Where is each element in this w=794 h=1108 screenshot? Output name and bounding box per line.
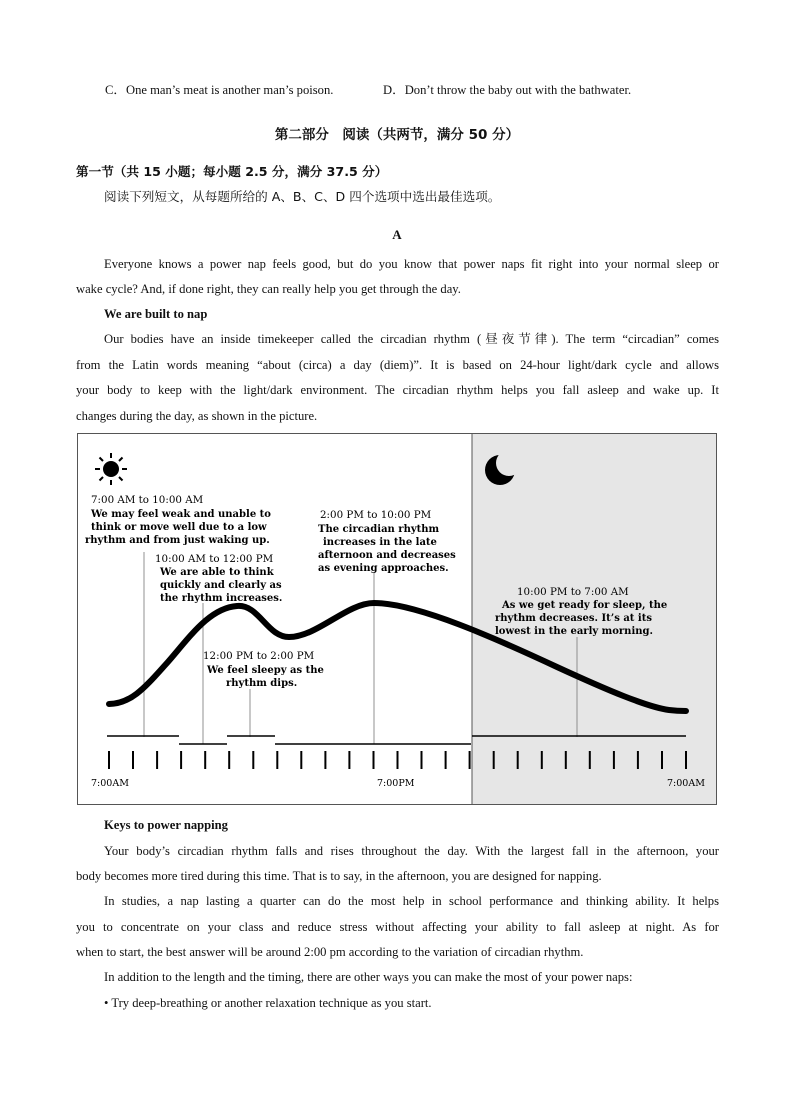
section1-title: 第一节（共 15 小题；每小题 2.5 分，满分 37.5 分） xyxy=(76,164,388,179)
instructions: 阅读下列短文，从每题所给的 A、B、C、D 四个选项中选出最佳选项。 xyxy=(104,189,501,204)
annotation-afternoon-evening xyxy=(318,509,456,574)
para1-line-4: changes during the day, as shown in the picture. xyxy=(76,409,318,423)
annotation-text: We may feel weak and unable to xyxy=(91,509,271,520)
axis-label-start: 7:00AM xyxy=(91,778,129,789)
heading-built-to-nap: We are built to nap xyxy=(104,307,208,321)
intro-line-2: wake cycle? And, if done right, they can really help you get through the day. xyxy=(76,282,461,296)
para4: In addition to the length and the timing, there are other ways you can make the most of your power naps: xyxy=(104,970,633,984)
para1-line-1: Our bodies have an inside timekeeper called the circadian rhythm (昼夜节律). The term “circadian” comes xyxy=(104,332,719,346)
para1-line-3: your body to keep with the light/dark environment. The circadian rhythm helps you fall asleep and wake up. It xyxy=(76,383,719,397)
annotation-text: We are able to think xyxy=(160,567,274,578)
heading-keys-to-napping: Keys to power napping xyxy=(104,818,228,832)
annotation-text: The circadian rhythm xyxy=(318,524,440,535)
annotation-text: rhythm decreases. It’s at its xyxy=(495,613,652,624)
para2-line-1: Your body’s circadian rhythm falls and rises throughout the day. With the largest fall in the afternoon, your xyxy=(104,844,719,858)
passage-letter: A xyxy=(392,227,402,242)
annotation-early-afternoon xyxy=(203,650,324,689)
option-d: D．Don’t throw the baby out with the bathwater. xyxy=(383,83,632,97)
annotation-text: We feel sleepy as the xyxy=(207,665,324,676)
annotation-time: 12:00 PM to 2:00 PM xyxy=(203,650,315,662)
para3-line-1: In studies, a nap lasting a quarter can do the most help in school performance and thinking ability. It helps xyxy=(104,894,719,908)
annotation-time: 10:00 AM to 12:00 PM xyxy=(155,553,274,565)
para3-line-3: when to start, the best answer will be around 2:00 pm according to the variation of circadian rhythm. xyxy=(76,945,584,959)
annotation-text: the rhythm increases. xyxy=(160,593,283,604)
annotation-text: rhythm and from just waking up. xyxy=(85,535,270,546)
annotation-text: rhythm dips. xyxy=(226,678,298,689)
annotation-time: 2:00 PM to 10:00 PM xyxy=(320,509,432,521)
circadian-rhythm-figure xyxy=(77,433,717,805)
para2-line-2: body becomes more tired during this time. That is to say, in the afternoon, you are designed for napping. xyxy=(76,869,602,883)
annotation-text: quickly and clearly as xyxy=(160,580,282,591)
para3-line-2: you to concentrate on your class and reduce stress without affecting your ability to fall asleep at night. As for xyxy=(76,920,719,934)
annotation-text: increases in the late xyxy=(323,537,437,548)
option-c: C．One man’s meat is another man’s poison. xyxy=(105,83,334,97)
annotation-text: afternoon and decreases xyxy=(318,550,456,561)
annotation-text: lowest in the early morning. xyxy=(495,626,653,637)
annotation-morning xyxy=(85,494,271,546)
annotation-text: As we get ready for sleep, the xyxy=(502,600,668,611)
annotation-text: as evening approaches. xyxy=(318,563,449,574)
para1-line-2: from the Latin words meaning “about (circa) a day (diem)”. It is based on 24-hour light/dark cycle and allows xyxy=(76,358,719,372)
axis-label-end: 7:00AM xyxy=(667,778,705,789)
annotation-time: 7:00 AM to 10:00 AM xyxy=(91,494,204,506)
annotation-text: think or move well due to a low xyxy=(91,522,267,533)
bullet-item: • Try deep-breathing or another relaxation technique as you start. xyxy=(104,996,432,1010)
intro-line-1: Everyone knows a power nap feels good, but do you know that power naps fit right into your normal sleep or xyxy=(104,257,719,271)
annotation-time: 10:00 PM to 7:00 AM xyxy=(517,586,629,598)
axis-label-mid: 7:00PM xyxy=(377,778,415,789)
annotation-late-morning xyxy=(155,553,282,604)
sun-icon xyxy=(95,453,127,485)
part2-title: 第二部分 阅读（共两节，满分 50 分） xyxy=(274,127,520,143)
